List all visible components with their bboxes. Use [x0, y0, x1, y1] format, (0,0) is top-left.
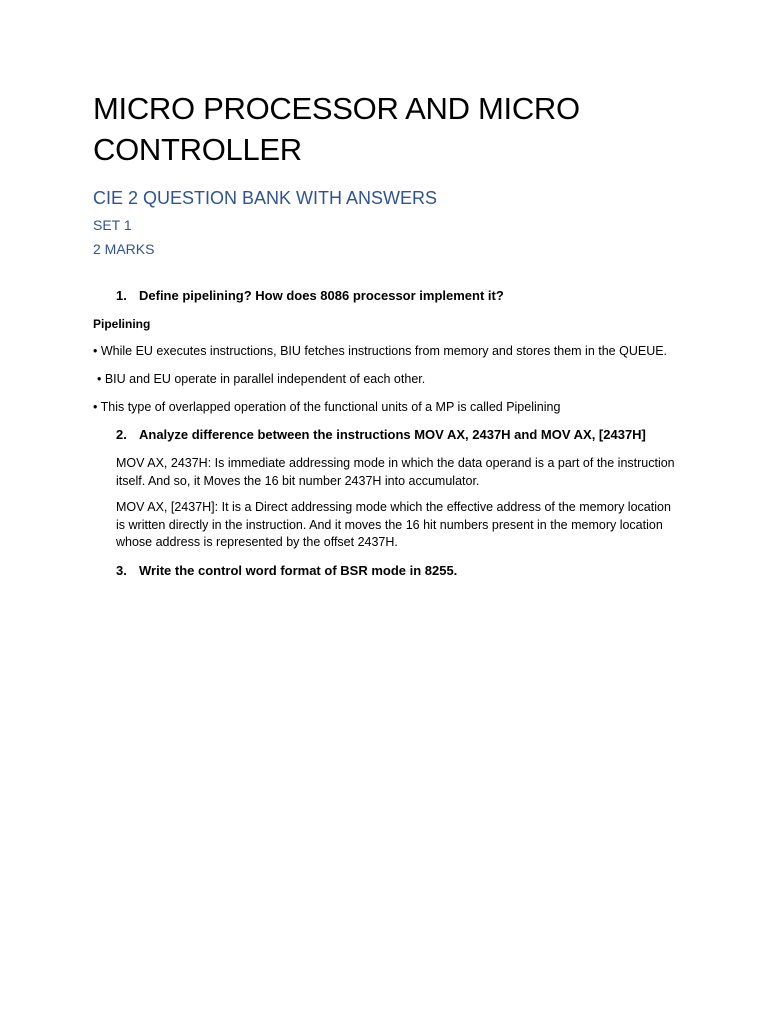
question-text: Write the control word format of BSR mode in 8255.	[139, 562, 458, 578]
answer-paragraph: MOV AX, [2437H]: It is a Direct addressing mode which the effective address of the memory location is written directly in the instruction. And it moves the 16 hit numbers present in the memory location whose address is represented by the offset 2437H.	[116, 500, 671, 549]
marks-label: 2 MARKS	[93, 241, 155, 257]
answer-paragraph: MOV AX, 2437H: Is immediate addressing mode in which the data operand is a part of the instruction itself. And so, it Moves the 16 bit number 2437H into accumulator.	[116, 456, 675, 488]
question-text: Define pipelining? How does 8086 processor implement it?	[139, 288, 504, 303]
set-label: SET 1	[93, 217, 132, 233]
question-text: Analyze difference between the instructions MOV AX, 2437H and MOV AX, [2437H]	[139, 427, 646, 442]
question-number: 1.	[116, 288, 127, 303]
question-number: 2.	[116, 427, 127, 442]
document-page	[93, 88, 683, 580]
answer-bullet: • BIU and EU operate in parallel independent of each other.	[97, 372, 426, 386]
question-3	[93, 562, 683, 580]
document-subtitle: CIE 2 QUESTION BANK WITH ANSWERS	[93, 188, 438, 208]
question-number: 3.	[116, 562, 127, 578]
question-1	[93, 287, 683, 305]
answer-bullet: • This type of overlapped operation of the functional units of a MP is called Pipelining	[93, 400, 561, 414]
document-title: MICRO PROCESSOR AND MICRO CONTROLLER	[93, 91, 580, 167]
question-2	[93, 426, 683, 444]
answer-bullet: • While EU executes instructions, BIU fetches instructions from memory and stores them in the QUEUE.	[93, 344, 668, 358]
answer-heading: Pipelining	[93, 317, 151, 331]
